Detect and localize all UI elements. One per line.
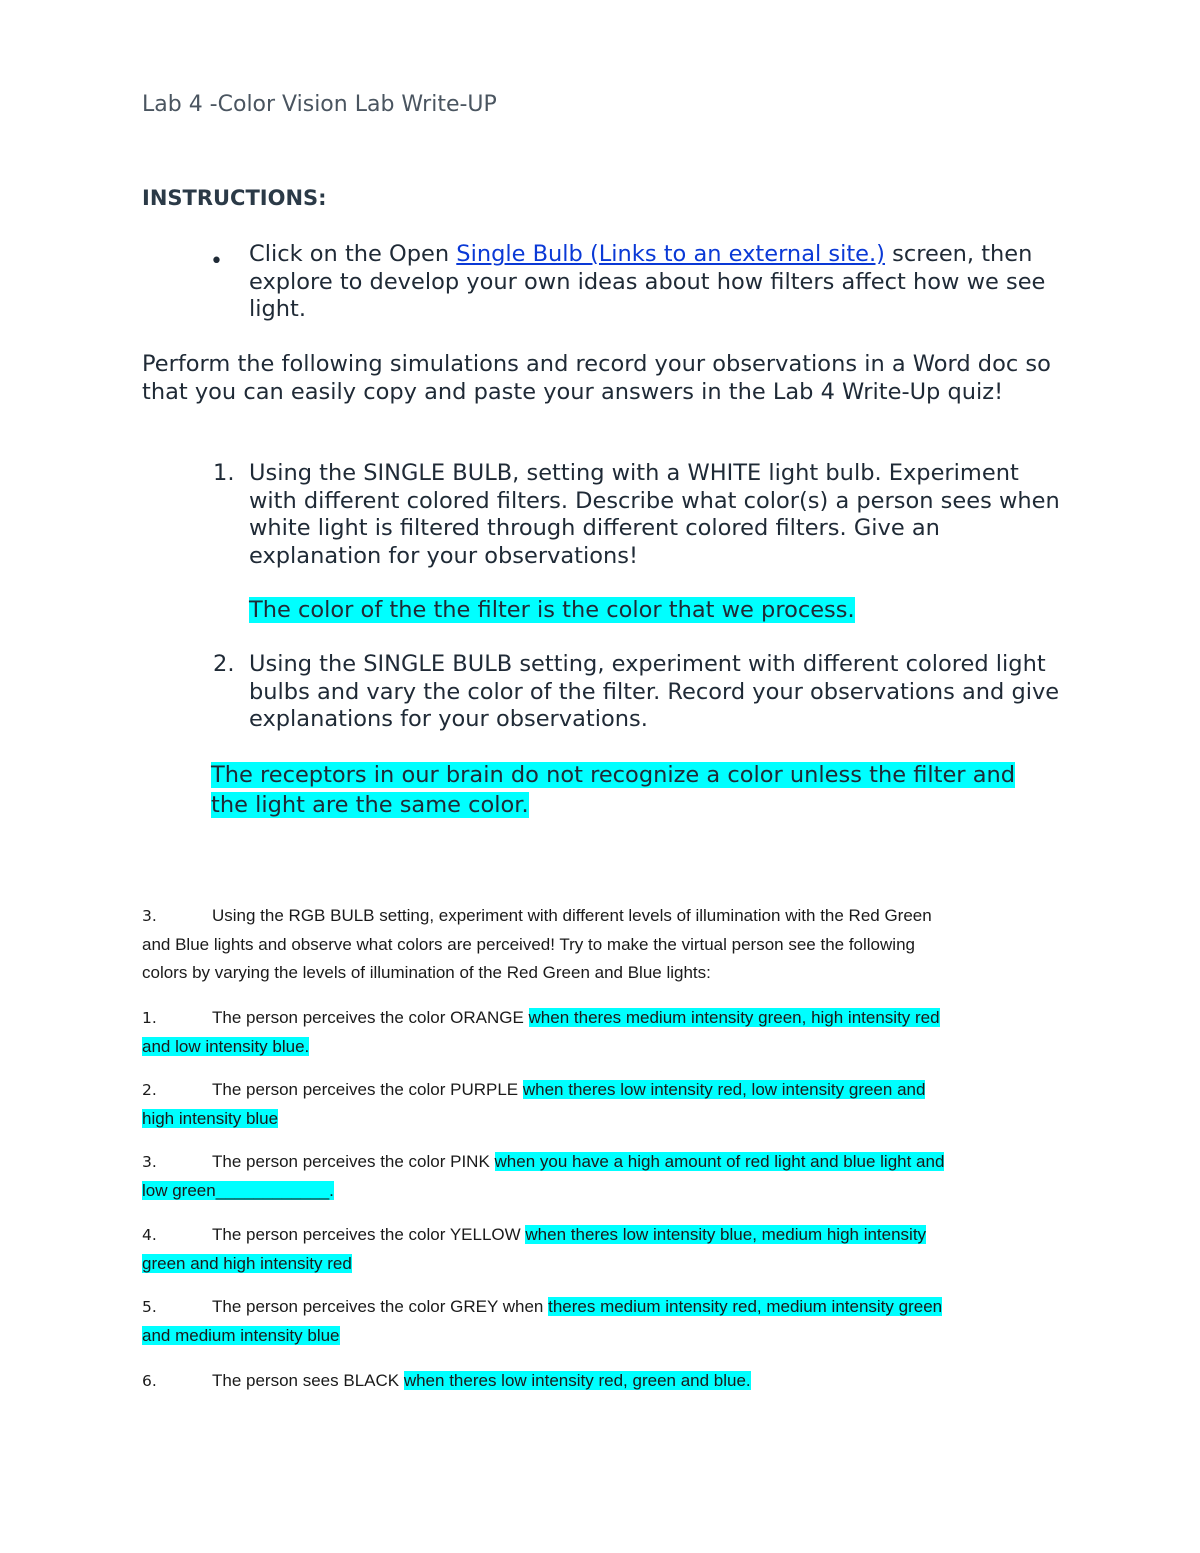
bullet-text-before: Click on the Open xyxy=(249,241,457,267)
item-answer-line1: when theres low intensity red, low intensity green and xyxy=(522,1080,926,1099)
item-answer-line1: theres medium intensity red, medium intensity green xyxy=(548,1297,943,1316)
single-bulb-link[interactable]: Single Bulb (Links to an external site.) xyxy=(456,241,885,267)
item-prompt: The person sees BLACK xyxy=(212,1371,404,1390)
document-title: Lab 4 -Color Vision Lab Write-UP xyxy=(142,92,497,117)
item-answer-line1: when you have a high amount of red light and blue light and xyxy=(494,1152,945,1171)
item-marker: 6. xyxy=(142,1372,157,1390)
question-1-marker: 1. xyxy=(213,460,235,486)
item-answer-line2: high intensity blue xyxy=(142,1108,279,1128)
item-prompt: The person perceives the color ORANGE xyxy=(212,1008,529,1027)
item-marker: 3. xyxy=(142,1153,157,1171)
question-2-text: Using the SINGLE BULB setting, experiment with different colored light bulbs and vary the color of the filter. Record your observations and give explanations for your observations. xyxy=(249,651,1060,732)
question-2-marker: 2. xyxy=(213,651,235,677)
item-answer-line2: low green____________. xyxy=(142,1180,334,1200)
question-2-answer xyxy=(211,760,1091,820)
instructions-heading: INSTRUCTIONS: xyxy=(142,186,327,210)
list-item xyxy=(142,1367,1062,1396)
bullet-text-after: screen, then explore to develop your own ideas about how filters affect how we see light. xyxy=(249,241,1046,322)
question-1-answer-highlight: The color of the the filter is the color that we process. xyxy=(249,597,855,623)
question-2-answer-line1: The receptors in our brain do not recognize a color unless the filter and xyxy=(211,762,1016,788)
question-3-text xyxy=(142,902,1062,988)
question-2-answer-line2: the light are the same color. xyxy=(211,792,529,818)
item-prompt: The person perceives the color PINK xyxy=(212,1152,495,1171)
item-marker: 5. xyxy=(142,1298,157,1316)
item-answer-line1: when theres low intensity red, green and blue. xyxy=(403,1371,751,1390)
question-1-answer xyxy=(249,595,855,625)
list-item xyxy=(142,1076,1062,1133)
question-3-line2: and Blue lights and observe what colors are perceived! Try to make the virtual person see the following xyxy=(142,934,915,954)
question-3-line1: Using the RGB BULB setting, experiment with different levels of illumination with the Red Green xyxy=(212,906,932,925)
question-3-line3: colors by varying the levels of illumination of the Red Green and Blue lights: xyxy=(142,963,711,982)
item-marker: 1. xyxy=(142,1009,157,1027)
item-prompt: The person perceives the color PURPLE xyxy=(212,1080,523,1099)
list-item xyxy=(142,1293,1062,1350)
item-answer-line2: green and high intensity red xyxy=(142,1253,352,1273)
item-prompt: The person perceives the color YELLOW xyxy=(212,1225,526,1244)
item-marker: 2. xyxy=(142,1081,157,1099)
item-answer-line1: when theres low intensity blue, medium high intensity xyxy=(525,1225,927,1244)
intro-paragraph: Perform the following simulations and record your observations in a Word doc so that you can easily copy and paste your answers in the Lab 4 Write-Up quiz! xyxy=(142,351,1051,405)
list-item xyxy=(142,1148,1062,1205)
item-prompt: The person perceives the color GREY when xyxy=(212,1297,549,1316)
question-1-text: Using the SINGLE BULB, setting with a WHITE light bulb. Experiment with different colored filters. Describe what color(s) a person sees when white light is filtered through different colored filters. Give an explanation for your observations! xyxy=(249,460,1060,569)
bullet-item xyxy=(249,241,1064,324)
item-answer-line2: and low intensity blue. xyxy=(142,1036,310,1056)
item-answer-line1: when theres medium intensity green, high intensity red xyxy=(528,1008,940,1027)
list-item xyxy=(142,1004,1062,1061)
item-answer-line2: and medium intensity blue xyxy=(142,1325,340,1345)
item-marker: 4. xyxy=(142,1226,157,1244)
list-item xyxy=(142,1221,1062,1278)
question-3-marker: 3. xyxy=(142,907,157,925)
bullet-marker: • xyxy=(210,249,223,274)
